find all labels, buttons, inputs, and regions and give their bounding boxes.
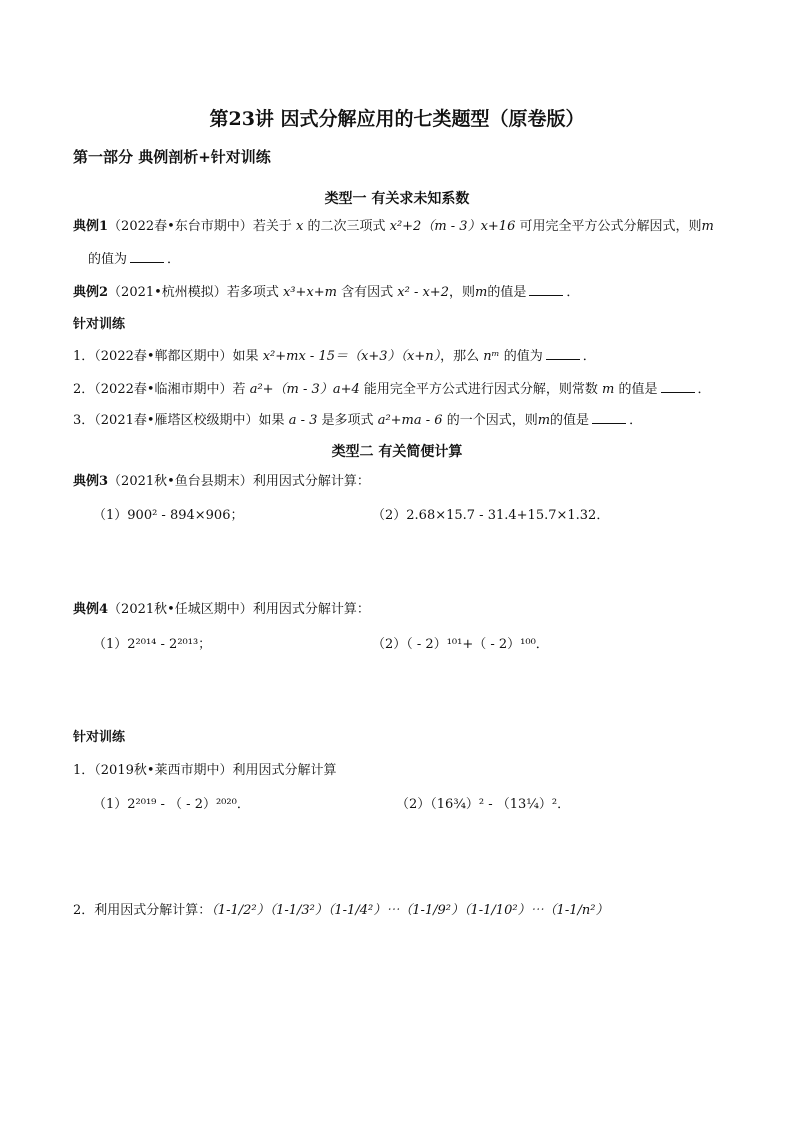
part-heading: 第一部分 典例剖析+针对训练 <box>73 148 271 166</box>
item-number: 3． <box>73 413 95 428</box>
period: ． <box>629 413 643 428</box>
period: ． <box>167 252 181 267</box>
example-3 <box>73 473 370 491</box>
example-2-text: 含有因式 <box>341 285 394 300</box>
training-heading-1: 针对训练 <box>73 317 126 332</box>
training-item-5 <box>73 902 608 920</box>
item-expr: a²+（m - 3）a+4 <box>249 382 360 397</box>
example-4-part-2: （2）（ - 2）¹⁰¹+（ - 2）¹⁰⁰． <box>372 637 549 652</box>
example-2-text: 若多项式 <box>226 285 279 300</box>
example-1-line2 <box>88 250 180 269</box>
example-2-expr-1: x³+x+m <box>282 285 337 300</box>
item-text: 如果 <box>232 349 259 364</box>
page-title: 第23讲 因式分解应用的七类题型（原卷版） <box>209 108 585 130</box>
section-heading-2: 类型二 有关简便计算 <box>331 444 463 460</box>
var-m: m <box>474 285 488 300</box>
example-2-expr-2: x² - x+2 <box>397 285 449 300</box>
training-heading-2: 针对训练 <box>73 730 126 745</box>
item-expr: x²+mx - 15＝（x+3）（x+n） <box>262 349 441 364</box>
item-text: 是多项式 <box>321 413 374 428</box>
example-2 <box>73 283 579 302</box>
item-expr-2: nᵐ <box>483 349 500 364</box>
example-1-label: 典例1 <box>73 219 109 234</box>
item-text: 的值是 <box>618 382 658 397</box>
item-text: 能用完全平方公式进行因式分解，则常数 <box>363 382 598 397</box>
training-item-3 <box>73 411 642 430</box>
var-x: x <box>295 219 304 234</box>
example-4 <box>73 601 370 619</box>
example-3-text: 利用因式分解计算： <box>252 474 370 489</box>
period: ． <box>566 285 580 300</box>
answer-blank[interactable] <box>529 283 563 296</box>
example-1-source: （2022春•东台市期中） <box>108 219 253 234</box>
answer-blank[interactable] <box>130 250 164 263</box>
example-2-text: ，则 <box>448 285 475 300</box>
item-expr: a - 3 <box>288 413 318 428</box>
item-source: （2022春•临湘市期中） <box>94 382 233 397</box>
example-1-text: 的二次三项式 <box>307 219 386 234</box>
example-2-label: 典例2 <box>73 285 109 300</box>
training-item-4 <box>73 762 337 780</box>
item-text: 利用因式分解计算 <box>232 763 337 778</box>
example-1-text: 的值为 <box>88 252 128 267</box>
example-3-source: （2021秋•鱼台县期末） <box>108 474 253 489</box>
answer-blank[interactable] <box>592 411 626 424</box>
example-4-text: 利用因式分解计算： <box>252 602 370 617</box>
item-text: 利用因式分解计算： <box>94 903 212 918</box>
item-number: 1． <box>73 349 95 364</box>
example-1 <box>73 218 714 236</box>
example-4-label: 典例4 <box>73 602 109 617</box>
period: ． <box>697 382 711 397</box>
example-3-label: 典例3 <box>73 474 109 489</box>
example-4-part-1: （1）2²⁰¹⁴ - 2²⁰¹³； <box>93 637 212 652</box>
var-m: m <box>602 382 615 397</box>
item-text: ，那么 <box>440 349 480 364</box>
training-item-4-part-2: （2）（16¾）² - （13¼）²． <box>396 797 571 812</box>
var-m: m <box>701 219 714 234</box>
example-2-source: （2021•杭州模拟） <box>108 285 227 300</box>
answer-blank[interactable] <box>661 380 695 393</box>
var-m: m <box>537 413 551 428</box>
example-1-expr: x²+2（m - 3）x+16 <box>389 219 516 234</box>
example-3-part-1: （1）900² - 894×906； <box>93 508 244 523</box>
example-1-text: 可用完全平方公式分解因式，则 <box>519 219 702 234</box>
product-expression: （1-1/2²）（1-1/3²）（1-1/4²）⋯（1-1/9²）（1-1/10²）⋯（1-1/n²） <box>211 903 609 918</box>
item-expr-2: a²+ma - 6 <box>377 413 443 428</box>
item-number: 2． <box>73 903 95 918</box>
example-2-text: 的值是 <box>487 285 527 300</box>
item-number: 1． <box>73 763 95 778</box>
period: ． <box>582 349 596 364</box>
item-text: 的值为 <box>503 349 543 364</box>
training-item-2 <box>73 380 711 399</box>
section-heading-1: 类型一 有关求未知系数 <box>324 191 470 207</box>
item-source: （2019秋•莱西市期中） <box>94 763 233 778</box>
item-text: 的值是 <box>550 413 590 428</box>
item-source: （2021春•雁塔区校级期中） <box>94 413 259 428</box>
training-item-4-part-1: （1）2²⁰¹⁹ - （ - 2）²⁰²⁰． <box>93 797 250 812</box>
training-item-1 <box>73 347 596 366</box>
item-text: 的一个因式，则 <box>446 413 538 428</box>
item-source: （2022春•郸都区期中） <box>94 349 233 364</box>
answer-blank[interactable] <box>546 347 580 360</box>
item-text: 若 <box>232 382 246 397</box>
example-4-source: （2021秋•任城区期中） <box>108 602 253 617</box>
item-number: 2． <box>73 382 95 397</box>
example-1-text: 若关于 <box>252 219 292 234</box>
example-3-part-2: （2）2.68×15.7 - 31.4+15.7×1.32． <box>372 508 610 523</box>
item-text: 如果 <box>258 413 285 428</box>
